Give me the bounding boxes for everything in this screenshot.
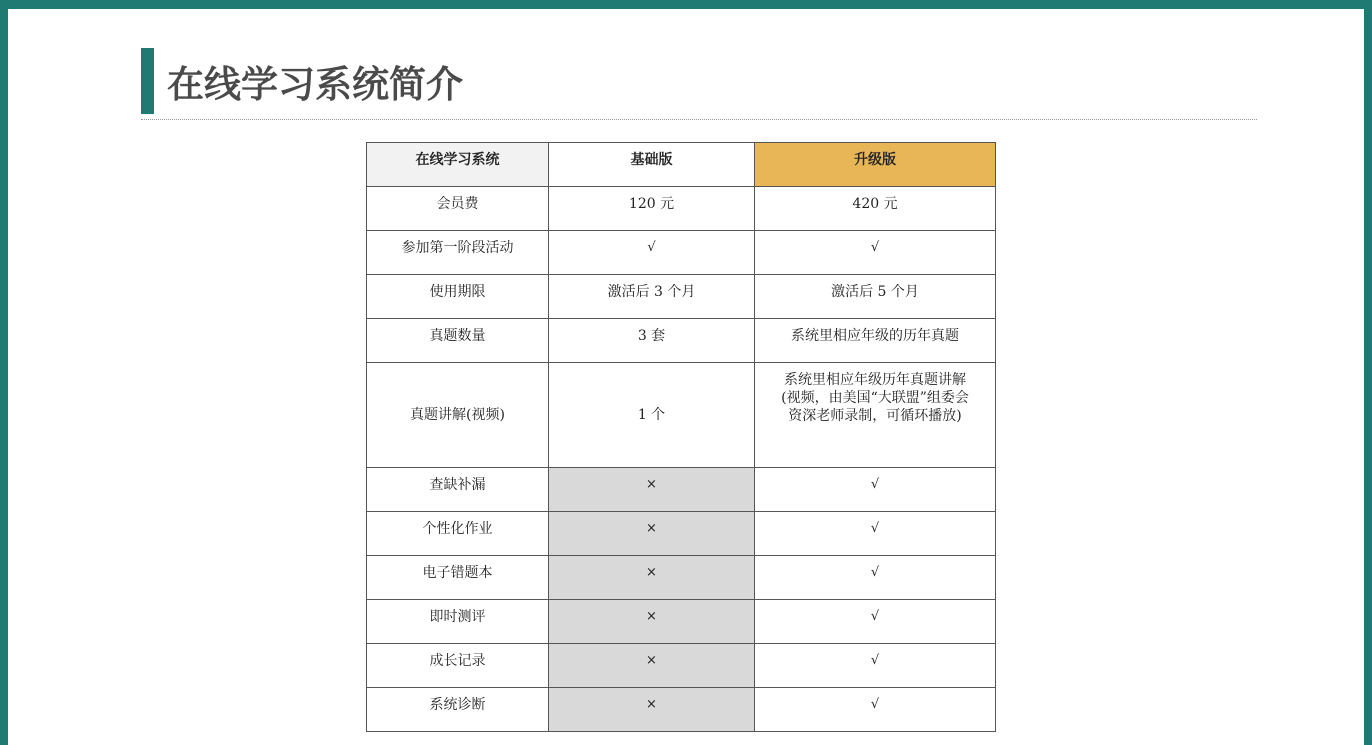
table-header-row — [367, 143, 996, 187]
feature-cell: 成长记录 — [367, 644, 549, 688]
upgrade-cell: √ — [755, 644, 996, 688]
upgrade-cell: √ — [755, 468, 996, 512]
slide — [8, 9, 1364, 745]
upgrade-cell: √ — [755, 688, 996, 732]
feature-cell: 会员费 — [367, 187, 549, 231]
upgrade-cell: 激活后 5 个月 — [755, 275, 996, 319]
header-system: 在线学习系统 — [367, 143, 549, 187]
upgrade-cell: 420 元 — [755, 187, 996, 231]
comparison-table — [366, 142, 996, 732]
basic-cell: × — [549, 688, 755, 732]
page-title: 在线学习系统简介 — [167, 63, 463, 106]
header-basic: 基础版 — [549, 143, 755, 187]
upgrade-cell-line: 资深老师录制，可循环播放) — [788, 408, 962, 424]
upgrade-cell: 系统里相应年级的历年真题 — [755, 319, 996, 363]
upgrade-cell — [755, 363, 996, 468]
basic-cell: 3 套 — [549, 319, 755, 363]
feature-cell: 即时测评 — [367, 600, 549, 644]
feature-cell: 系统诊断 — [367, 688, 549, 732]
header-upgrade: 升级版 — [755, 143, 996, 187]
table-row — [367, 187, 996, 231]
upgrade-cell-line: (视频，由美国“大联盟”组委会 — [781, 390, 969, 406]
table-row — [367, 275, 996, 319]
table-row — [367, 556, 996, 600]
table-row — [367, 600, 996, 644]
table-row — [367, 468, 996, 512]
table-row — [367, 644, 996, 688]
upgrade-cell-line: 系统里相应年级历年真题讲解 — [784, 372, 966, 388]
basic-cell: × — [549, 468, 755, 512]
basic-cell: × — [549, 556, 755, 600]
upgrade-cell: √ — [755, 231, 996, 275]
table-row — [367, 512, 996, 556]
title-accent-bar — [141, 48, 154, 114]
table-row — [367, 231, 996, 275]
table-row — [367, 688, 996, 732]
upgrade-cell: √ — [755, 600, 996, 644]
feature-cell: 参加第一阶段活动 — [367, 231, 549, 275]
title-block — [141, 48, 463, 114]
basic-cell: × — [549, 512, 755, 556]
title-divider — [141, 119, 1257, 120]
upgrade-cell: √ — [755, 556, 996, 600]
feature-cell: 真题讲解(视频) — [367, 363, 549, 468]
basic-cell: 激活后 3 个月 — [549, 275, 755, 319]
upgrade-cell: √ — [755, 512, 996, 556]
feature-cell: 真题数量 — [367, 319, 549, 363]
feature-cell: 电子错题本 — [367, 556, 549, 600]
feature-cell: 查缺补漏 — [367, 468, 549, 512]
basic-cell: × — [549, 644, 755, 688]
table-row — [367, 363, 996, 468]
basic-cell: 120 元 — [549, 187, 755, 231]
feature-cell: 使用期限 — [367, 275, 549, 319]
basic-cell: × — [549, 600, 755, 644]
basic-cell: 1 个 — [549, 363, 755, 468]
table-row — [367, 319, 996, 363]
basic-cell: √ — [549, 231, 755, 275]
feature-cell: 个性化作业 — [367, 512, 549, 556]
